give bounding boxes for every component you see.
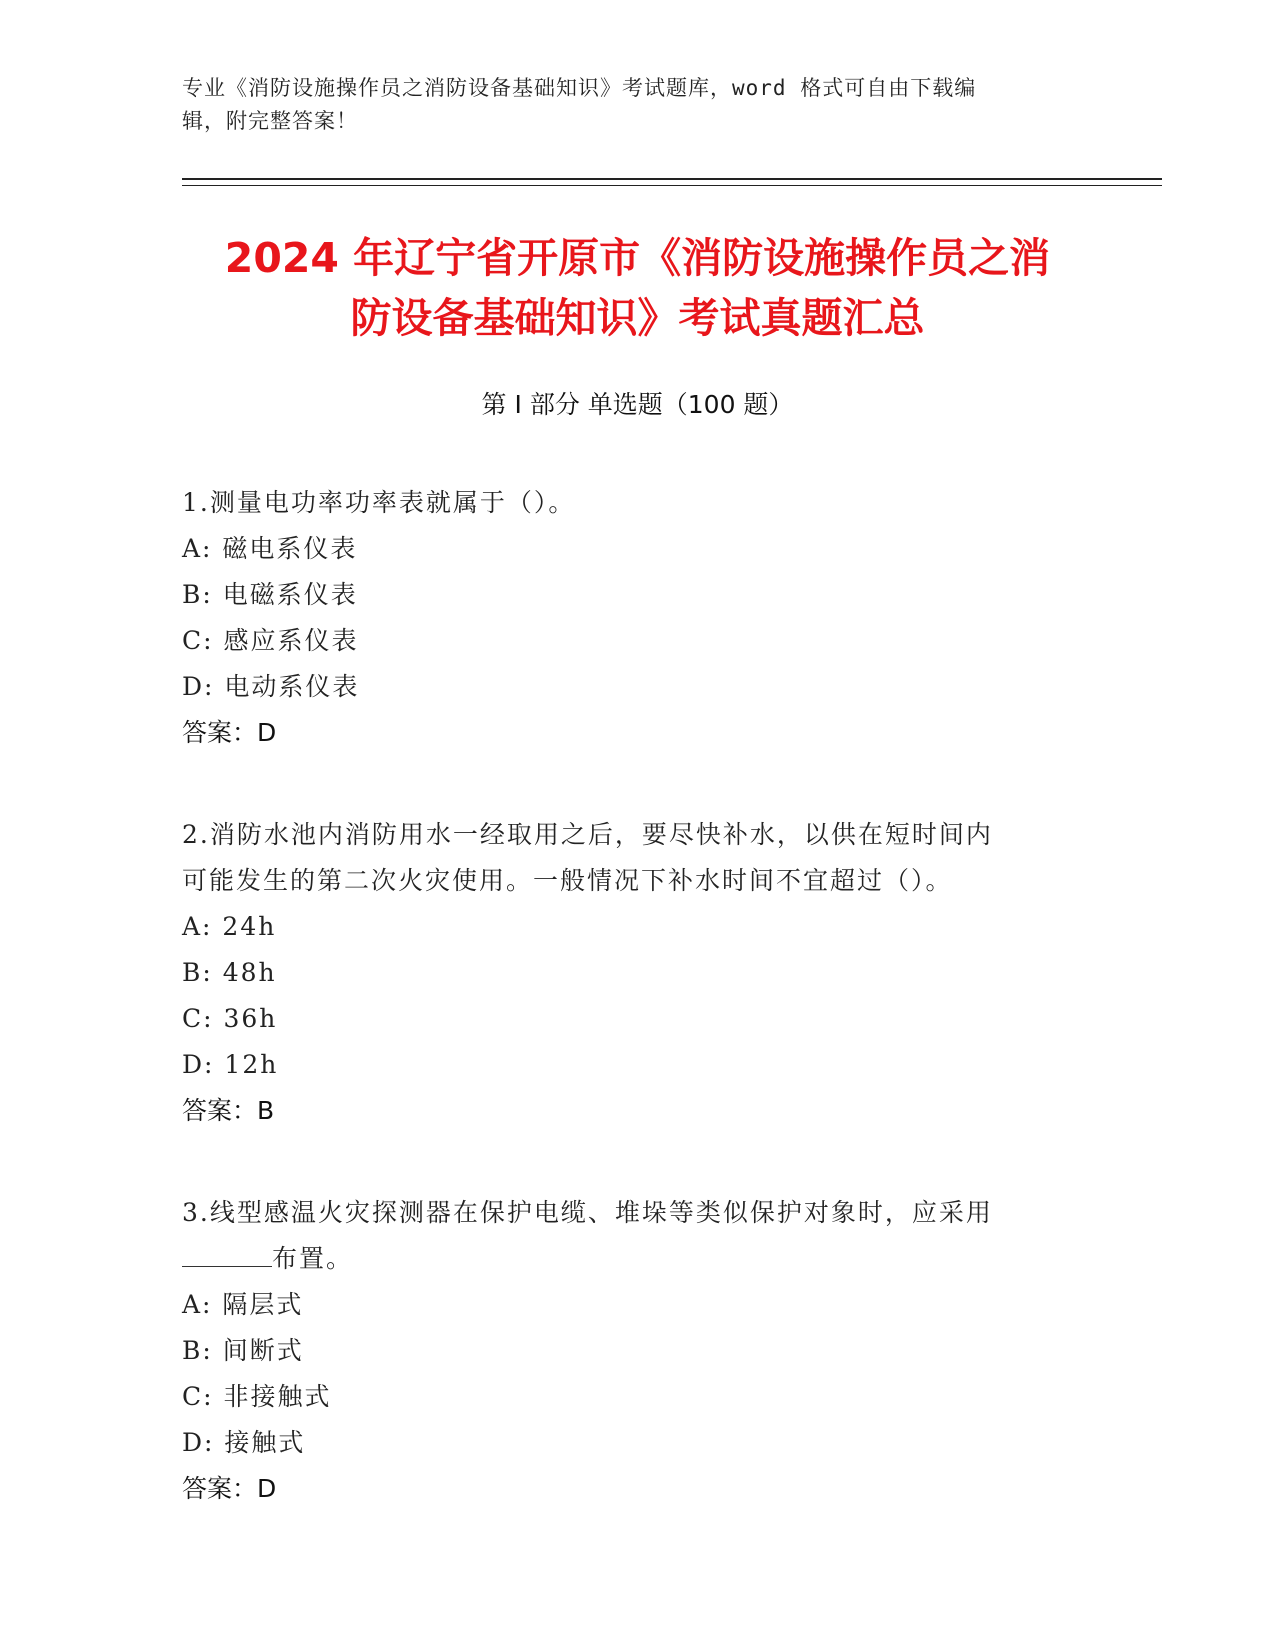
question-stem-suffix: 布置。 [272, 1244, 354, 1273]
option-d: D: 电动系仪表 [182, 672, 360, 701]
option-b: B: 间断式 [182, 1336, 304, 1365]
question-1 [182, 480, 1062, 756]
question-stem: 1.测量电功率功率表就属于（）。 [182, 488, 576, 517]
option-a: A: 24h [182, 912, 277, 941]
answer: 答案：D [182, 718, 277, 747]
option-d: D: 12h [182, 1050, 279, 1079]
option-c: C: 感应系仪表 [182, 626, 359, 655]
document-title-line-1: 2024 年辽宁省开原市《消防设施操作员之消 [224, 234, 1051, 282]
question-stem-line-1: 2.消防水池内消防用水一经取用之后，要尽快补水，以供在短时间内 [182, 820, 993, 849]
question-3 [182, 1190, 1062, 1512]
header-rule-thick [182, 178, 1162, 180]
document-title-line-2: 防设备基础知识》考试真题汇总 [350, 294, 925, 342]
answer: 答案：D [182, 1474, 277, 1503]
header-note-line-2: 辑，附完整答案！ [182, 109, 358, 133]
option-b: B: 电磁系仪表 [182, 580, 358, 609]
option-a: A: 磁电系仪表 [182, 534, 358, 563]
question-stem-line-2 [182, 1236, 1062, 1282]
option-c: C: 36h [182, 1004, 278, 1033]
fill-in-blank [182, 1240, 272, 1267]
section-heading: 第 I 部分 单选题（100 题） [481, 390, 794, 419]
option-d: D: 接触式 [182, 1428, 306, 1457]
header-note [182, 72, 1062, 138]
header-rule-thin [182, 185, 1162, 186]
answer: 答案：B [182, 1096, 275, 1125]
question-2 [182, 812, 1062, 1134]
question-list [182, 480, 1062, 1568]
question-stem-line-2: 可能发生的第二次火灾使用。一般情况下补水时间不宜超过（）。 [182, 866, 953, 895]
option-c: C: 非接触式 [182, 1382, 332, 1411]
option-b: B: 48h [182, 958, 277, 987]
option-a: A: 隔层式 [182, 1290, 304, 1319]
question-stem-line-1: 3.线型感温火灾探测器在保护电缆、堆垛等类似保护对象时，应采用 [182, 1198, 993, 1227]
document-title [150, 228, 1125, 348]
header-note-line-1: 专业《消防设施操作员之消防设备基础知识》考试题库，word 格式可自由下载编 [182, 76, 977, 100]
